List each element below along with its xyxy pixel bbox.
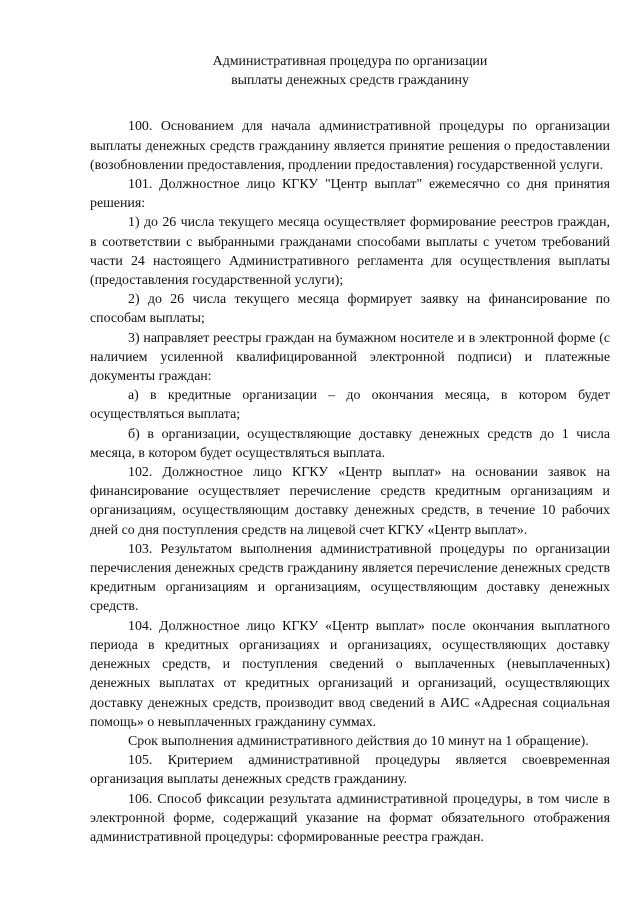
paragraph-101: 101. Должностное лицо КГКУ "Центр выплат" ежемесячно со дня принятия решения: [90, 177, 610, 212]
paragraph-103: 103. Результатом выполнения административной процедуры по организации перечисления денежных средств гражданину является перечисление денежных средств кредитным организациям и организациям, осуществляющим доставку денежных средств. [90, 541, 610, 615]
paragraph-101-item-2: 2) до 26 числа текущего месяца формирует заявку на финансирование по способам выплаты; [90, 292, 610, 327]
paragraph-100: 100. Основанием для начала административной процедуры по организации выплаты денежных средств гражданину является принятие решения о предоставлении (возобновлении предоставления, продлении предоставления) государственной услуги. [90, 119, 610, 173]
document-page [90, 52, 610, 847]
paragraph-104: 104. Должностное лицо КГКУ «Центр выплат» после окончания выплатного периода в кредитных организациях и организациях, осуществляющих доставку денежных средств, и поступления сведений о выплаченных (невыплаченных) денежных выплатах от кредитных организаций и организаций, осуществляющих доставку денежных средств, производит ввод сведений в АИС «Адресная социальная помощь» о невыплаченных гражданину суммах. [90, 618, 610, 730]
paragraph-106: 106. Способ фиксации результата административной процедуры, в том числе в электронной форме, содержащий указание на формат обязательного отображения административной процедуры: сформированные реестра граждан. [90, 791, 610, 845]
paragraph-deadline: Срок выполнения административного действия до 10 минут на 1 обращение). [128, 733, 589, 749]
paragraph-102: 102. Должностное лицо КГКУ «Центр выплат» на основании заявок на финансирование осуществляет перечисление средств кредитным организациям и организациям, осуществляющим доставку денежных средств, в течение 10 рабочих дней со дня поступления средств на лицевой счет КГКУ «Центр выплат». [90, 465, 610, 538]
paragraph-101-item-3a: а) в кредитные организации – до окончания месяца, в котором будет осуществляться выплата; [90, 388, 610, 423]
paragraph-101-item-1: 1) до 26 числа текущего месяца осуществляет формирование реестров граждан, в соответствии с выбранными гражданами способами выплаты с учетом требований части 24 настоящего Административного регламента для осуществления выплаты (предоставления государственной услуги); [90, 215, 610, 289]
title-line-1: Административная процедура по организации [212, 54, 488, 69]
paragraph-101-item-3: 3) направляет реестры граждан на бумажном носителе и в электронной форме (с наличием усиленной квалифицированной электронной подписи) и платежные документы граждан: [90, 330, 610, 385]
document-title [90, 52, 610, 90]
paragraph-101-item-3b: б) в организации, осуществляющие доставку денежных средств до 1 числа месяца, в котором будет осуществляться выплата. [90, 426, 610, 461]
paragraph-105: 105. Критерием административной процедуры является своевременная организация выплаты денежных средств гражданину. [90, 753, 610, 788]
title-line-2: выплаты денежных средств гражданину [231, 73, 469, 89]
